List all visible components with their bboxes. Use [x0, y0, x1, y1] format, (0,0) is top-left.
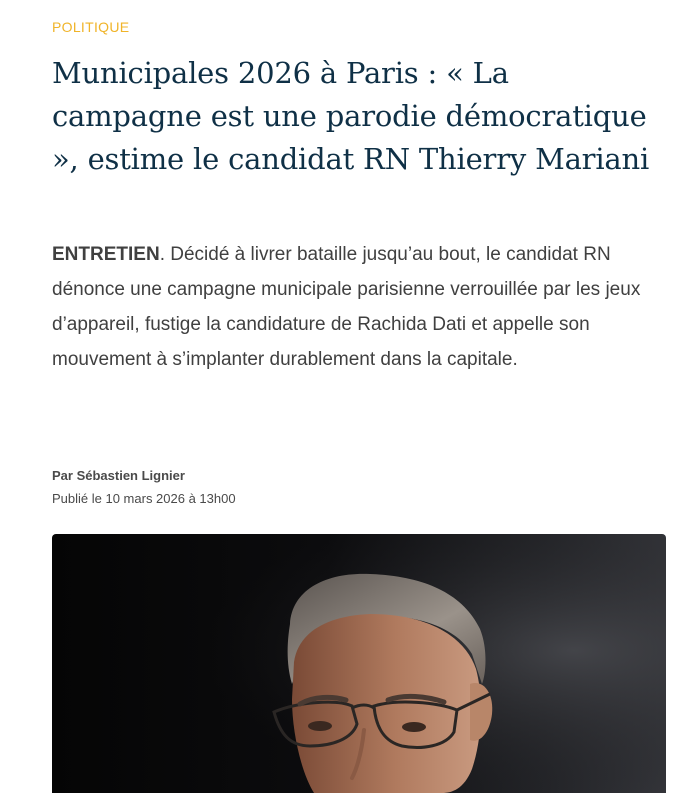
portrait-illustration [52, 534, 666, 793]
byline [52, 466, 236, 509]
section-label[interactable]: POLITIQUE [52, 19, 130, 35]
article-standfirst [52, 237, 652, 377]
author-name[interactable]: Par Sébastien Lignier [52, 468, 185, 483]
standfirst-text: . Décidé à livrer bataille jusqu’au bout, le candidat RN dénonce une campagne municipale parisienne verrouillée par les jeux d’appareil, fustige la candidature de Rachida Dati et appelle son mouvement à s’implanter durablement dans la capitale. [52, 244, 641, 370]
standfirst-kicker: ENTRETIEN [52, 244, 160, 265]
article-headline: Municipales 2026 à Paris : « La campagne est une parodie démocratique », estime le candidat RN Thierry Mariani [52, 56, 650, 176]
publish-date: Publié le 10 mars 2026 à 13h00 [52, 491, 236, 506]
article-photo[interactable] [52, 534, 666, 793]
